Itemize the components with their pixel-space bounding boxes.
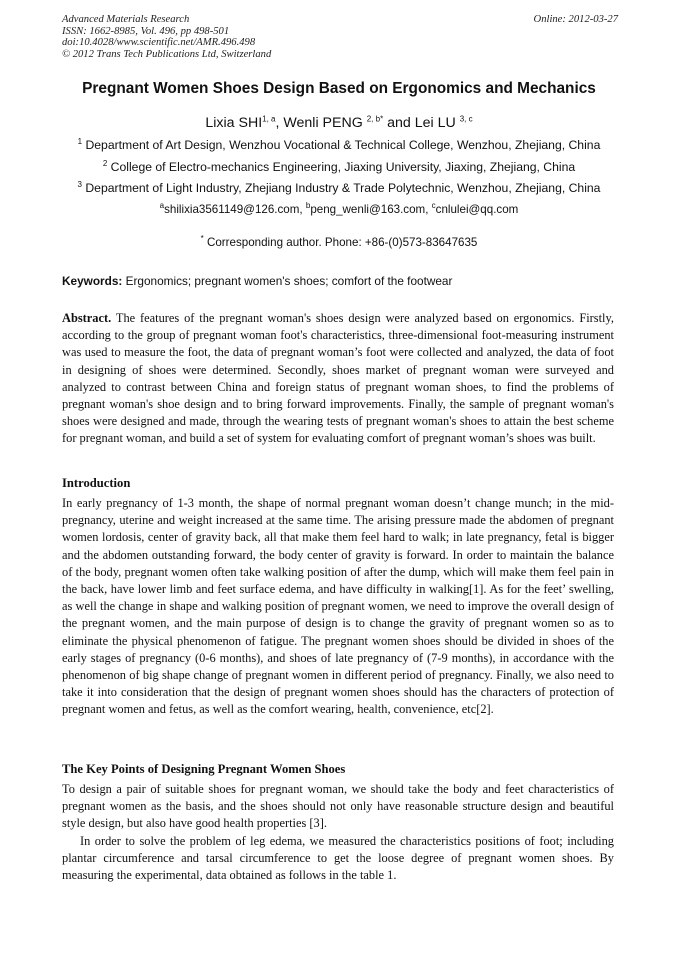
issn-line: ISSN: 1662-8985, Vol. 496, pp 498-501: [62, 25, 230, 37]
author-list: [40, 115, 638, 131]
email-superscript: b: [305, 201, 311, 211]
author-superscript: 3, c: [459, 114, 473, 124]
corresponding-author: [40, 236, 638, 249]
author-superscript: 2, b*: [366, 114, 384, 124]
affiliation-text: Department of Light Industry, Zhejiang Industry & Trade Polytechnic, Wenzhou, Zhejiang, China: [85, 181, 601, 195]
doi-line: doi:10.4028/www.scientific.net/AMR.496.498: [62, 37, 256, 49]
email-superscript: a: [159, 201, 165, 211]
affiliation-text: College of Electro-mechanics Engineering, Jiaxing University, Jiaxing, Zhejiang, China: [110, 160, 576, 174]
email-list: [40, 203, 638, 216]
keywords-label: Keywords:: [62, 274, 123, 288]
affiliation-number: 3: [77, 179, 82, 189]
email-superscript: c: [431, 201, 436, 211]
affiliation-number: 1: [77, 136, 83, 146]
paragraph: To design a pair of suitable shoes for pregnant woman, we should take the body and feet characteristics of pregnant women as the basis, and the shoes should not only have reasonable structure design and beautiful style design, but also have good health properties [3].: [62, 782, 614, 831]
abstract-text: The features of the pregnant woman's shoes design were analyzed based on ergonomics. Firstly, according to the group of pregnant woman foot's characteristics, three-dimensional foot-measuring instrument was used to measure the foot, the data of pregnant woman’s foot were collected and analyzed, the data of foot in designing of shoes were determined. Secondly, shoes market of pregnant woman were surveyed and analyzed to contrast between China and foreign status of pregnant woman shoes, to find the problems of pregnant woman's shoe design and to bring forward improvements. Finally, the sample of pregnant woman's shoes were designed and made, through the wearing tests of pregnant woman's shoes to attain the best scheme for pregnant woman, and build a set of system for evaluating comfort of pregnant woman’s shoes was built.: [62, 311, 614, 446]
journal-name: Advanced Materials Research: [62, 14, 190, 25]
affiliation-1: [40, 138, 638, 152]
key-points-heading: The Key Points of Designing Pregnant Women Shoes: [62, 762, 346, 776]
author-superscript: 1, a: [262, 114, 276, 124]
introduction-heading: Introduction: [62, 476, 131, 490]
journal-header: [62, 14, 618, 60]
affiliation-2: [40, 160, 638, 174]
corresponding-marker: *: [200, 234, 204, 244]
copyright-line: © 2012 Trans Tech Publications Ltd, Switzerland: [62, 48, 272, 60]
corresponding-text: Corresponding author. Phone: +86-(0)573-83647635: [203, 236, 478, 249]
paper-title: Pregnant Women Shoes Design Based on Ergonomics and Mechanics: [82, 80, 596, 97]
keywords: [62, 274, 618, 288]
author-name: Lixia SHI: [205, 115, 263, 131]
introduction-body: In early pregnancy of 1-3 month, the shape of normal pregnant woman doesn’t change munch; in the mid-pregnancy, uterine and weight increased at the same time. The arising pressure made the abdomen of pregnant women lordosis, center of gravity back, all that make them feel hard to walk; in late pregnancy, fetal is bigger and the abdomen outstanding forward, the body center of gravity is forward. In order to maintain the balance of the body, pregnant women often take walking position of after the dump, which will make them feel pain in the back, have lower limb and feet surface edema, and have difficulty in walking[1]. As for the feet’ swelling, as well the change in shape and walking position of pregnant women, we need to improve the overall design of the pregnant women, and the main purpose of design is to change the gravity of pregnant women so as to eliminate the physical phenomenon of fatigue. The pregnant women shoes should be divided in shoes of the early stages of pregnancy (0-6 months), and shoes of late pregnancy of (7-9 months), in accordance with the phenomenon of big shape change of pregnant women in different period of pregnancy. Finally, we also need to take it into consideration that the design of pregnant women shoes should has the characters of protection of pregnant women and fetus, as well as the comfort wearing, health, convenience, etc[2].: [62, 496, 614, 717]
author-separator: and: [383, 115, 415, 131]
email-address: cnlulei@qq.com: [435, 203, 519, 216]
author-name: Wenli PENG: [283, 115, 363, 131]
email-address: shilixia3561149@126.com,: [164, 203, 306, 216]
affiliation-number: 2: [102, 158, 108, 168]
affiliation-3: [40, 181, 638, 195]
email-address: peng_wenli@163.com,: [310, 203, 432, 216]
keywords-text: Ergonomics; pregnant women's shoes; comfort of the footwear: [122, 274, 453, 288]
abstract-label: Abstract.: [62, 311, 112, 325]
online-date: Online: 2012-03-27: [533, 14, 618, 25]
author-name: Lei LU: [414, 115, 456, 131]
abstract: [62, 310, 614, 448]
key-points-body: [62, 781, 614, 884]
paragraph: In order to solve the problem of leg edema, we measured the characteristics positions of foot; including plantar circumference and tarsal circumference to get the loose degree of pregnant women shoes. By measuring the experimental, data obtained as follows in the table 1.: [62, 833, 614, 883]
affiliation-text: Department of Art Design, Wenzhou Vocational & Technical College, Wenzhou, Zhejiang, China: [85, 138, 601, 152]
author-separator: ,: [275, 115, 284, 131]
